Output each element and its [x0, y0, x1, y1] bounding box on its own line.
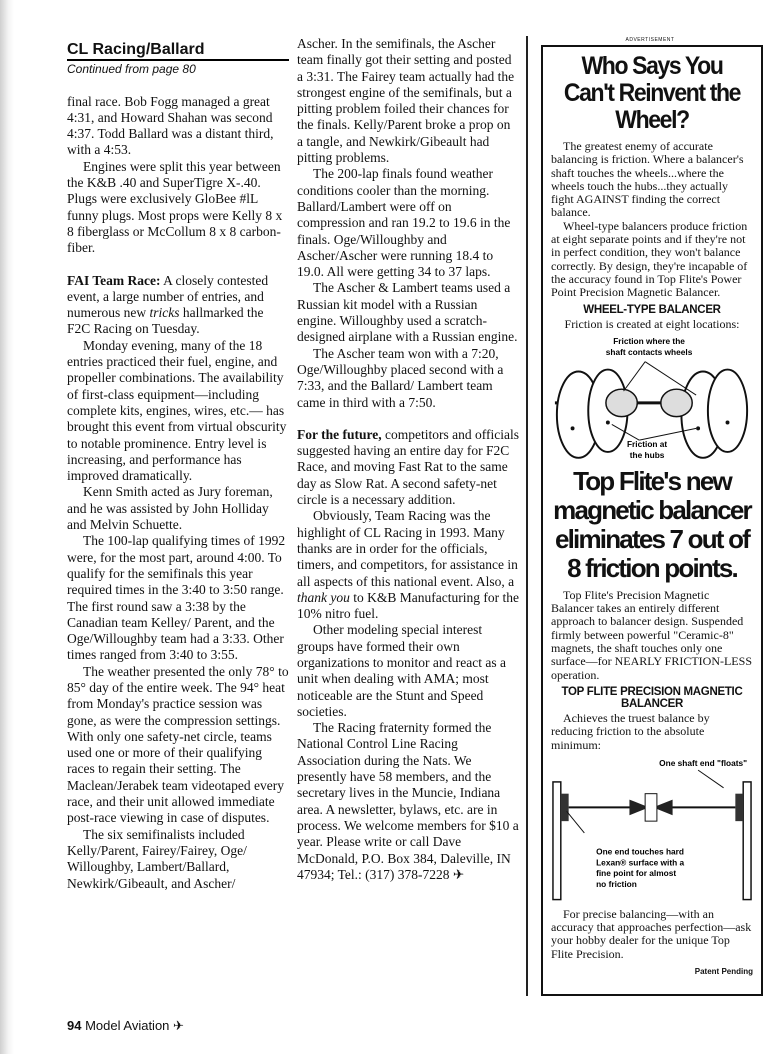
- ad-body-3: [551, 908, 753, 961]
- paragraph: The Racing fraternity formed the National Control Line Racing Association during the Nats. We presently have 58 members, and the secretary lives in the Muncie, Indiana area. A newsletter, bylaws, etc. are in process. We welcome members for $10 a year. Please write or call Dave McDonald, P.O. Box 384, Daleville, IN 47934; Tel.: (317) 378-7228 ✈: [297, 720, 519, 882]
- paragraph: The weather presented the only 78° to 85° day of the entire week. The 94° heat from Monday's practice session was gone, as were the compression settings. With only one safety-net circle, teams used one or more of their qualifying races to regain their setting. The Maclean/Jerabek team videotaped every race, and their unit allowed immediate post-race viewing in case of disputes.: [67, 663, 289, 826]
- ad-subhead-wheel: WHEEL-TYPE BALANCER: [583, 303, 721, 316]
- ad-body-2: [551, 589, 753, 682]
- fai-paragraph: [67, 273, 289, 338]
- right-magnet-post: [743, 782, 751, 900]
- page-footer: [67, 1018, 184, 1034]
- racing-text: Obviously, Team Racing was the highlight of CL Racing in 1993. Many thanks are in order for the officials, timers, and competitors, for assistance in all aspects of this national event. Also, a: [297, 508, 518, 589]
- paragraph: Kenn Smith acted as Jury foreman, and he was assisted by John Holliday and Melvin Schuette.: [67, 484, 273, 533]
- ad-subhead-wheel-text: Friction is created at eight locations:: [564, 316, 740, 331]
- ad-subhead-magnetic-text: [551, 712, 753, 752]
- paragraph: The 100-lap qualifying times of 1992 were, for the most part, around 4:00. To qualify for the semifinals this year required times in the 3:40 to 3:50 range. The first round saw a 3:38 by the Canadian team Kelley/ Parent, and the Oge/Willoughby team had a 3:33. Other times ranged from 3:40 to 3:55.: [67, 533, 286, 663]
- left-magnet-post: [553, 782, 561, 900]
- page-edge-shadow: [0, 0, 14, 1054]
- ad-headline: Who Says You Can't Reinvent the Wheel?: [563, 52, 741, 134]
- future-text: competitors and officials suggested having an entire day for F2C Race, and moving Fast Rat to the same day as Slow Rat. A second safety-net circle is a necessary addition.: [297, 426, 519, 508]
- fai-text: A closely contested event, a large number of entries, and numerous new: [67, 272, 269, 321]
- wheel-balancer-diagram: [551, 333, 753, 463]
- paragraph: Engines were split this year between the K&B .40 and SuperTigre X-.40. Plugs were exclusively GloBee #lL funny plugs. Most props were Kelly 8 x 8 fiberglass or McCollum 8 x 8 carbon- fiber.: [67, 158, 283, 256]
- page-number: 94: [67, 1018, 82, 1033]
- diagram-label-bottom-b: the hubs: [629, 449, 665, 460]
- future-lead: For the future,: [297, 426, 382, 442]
- paragraph: final race. Bob Fogg managed a great 4:31, and Howard Shahan was second 4:37. Todd Ballard was a distant third, with a 4:53.: [67, 93, 274, 158]
- paragraph: The six semifinalists included Kelly/Parent, Fairey/Fairey, Oge/ Willoughby, Lambert/Ballard, Newkirk/Gibeault, and Ascher/: [67, 826, 247, 891]
- diagram2-label-bottom-d: no friction: [596, 878, 637, 889]
- article-header-continued: Continued from page 80: [67, 62, 196, 77]
- paragraph: The Ascher team won with a 7:20, Oge/Willoughby placed second with a 7:33, and the Ballard/ Lambert team came in third with a 7:50.: [297, 345, 504, 410]
- column-2-paragraphs: [297, 36, 519, 411]
- column-divider: [526, 36, 528, 996]
- diagram2-label-bottom-b: Lexan® surface with a: [596, 857, 685, 868]
- magnetic-balancer-diagram: [551, 754, 753, 902]
- ad-body-1: [551, 140, 753, 300]
- article-column-1: [67, 36, 289, 892]
- diagram2-label-bottom-a: One end touches hard: [596, 846, 685, 857]
- diagram2-label-bottom-c: fine point for almost: [596, 867, 677, 878]
- plane-icon: ✈: [173, 1018, 184, 1033]
- rotor-left: [606, 389, 637, 416]
- advertisement-label: ADVERTISEMENT: [625, 37, 675, 43]
- diagram-label-top-a: Friction where the: [613, 335, 685, 346]
- fai-emphasis: tricks: [149, 305, 180, 321]
- rotor-right: [661, 389, 692, 416]
- column-1-paragraphs-b: [67, 338, 289, 892]
- paragraph: Ascher. In the semifinals, the Ascher team finally got their setting and posted a 3:31. The Fairey team actually had the strongest engine of the semifinals, but a pitting problem foiled their chances for the finals. Kelly/Parent broke a prop on a tangle, and Newkirk/Gibeault had pitting problems.: [297, 36, 515, 166]
- fai-lead: FAI Team Race:: [67, 272, 161, 288]
- ad-paragraph-1: The greatest enemy of accurate balancing is friction. Where a balancer's shaft touches the wheels...where the wheels touch the hubs...they actually fight AGAINST finding the correct balance.: [551, 139, 744, 220]
- ad-paragraph-3: Top Flite's Precision Magnetic Balancer takes an entirely different approach to balancer design. Suspended firmly between powerful "Ceramic-8" magnets, the shaft touches only one surface—for NEARLY FRICTION-LESS operation.: [551, 587, 752, 682]
- ad-magnetic-text: Achieves the truest balance by reducing friction to the absolute minimum:: [551, 710, 710, 752]
- magazine-name: Model Aviation: [85, 1018, 170, 1033]
- article-header-title: CL Racing/Ballard: [67, 42, 289, 61]
- patent-pending: Patent Pending: [694, 967, 753, 977]
- paragraph: Monday evening, many of the 18 entries practiced their fuel, engine, and propeller combinations. The availability of first-class equipment—including complete kits, engines, wires, etc.— has brought this event from virtual obscurity to notable prominence. Entry level is increasing, and performance has improved dramatically.: [67, 337, 287, 484]
- left-magnet: [561, 794, 569, 821]
- advertisement-box: [541, 45, 763, 996]
- ad-big-headline: Top Flite's new magnetic balancer eliminates 7 out of 8 friction points.: [553, 465, 751, 583]
- diagram-label-bottom-a: Friction at: [626, 438, 668, 449]
- paragraph: The 200-lap finals found weather conditions cooler than the morning. Ballard/Lambert were off on compression and ran 19.2 to 19.6 in the finals. Oge/Willoughby and Ascher/Ascher were running 18.4 to 19.0. All were getting 34 to 37 laps.: [297, 166, 511, 280]
- racing-paragraph: [297, 508, 519, 622]
- ad-paragraph-2: Wheel-type balancers produce friction at eight separate points and if they're not in perfect condition, they won't balance correctly. By design, they're incapable of the accuracy found in Top Flite's Power Point Precision Magnetic Balancer.: [551, 218, 748, 300]
- ad-subhead-magnetic: TOP FLITE PRECISION MAGNETIC BALANCER: [561, 685, 743, 710]
- future-paragraph: [297, 427, 519, 508]
- fai-text-end: hallmarked the F2C Racing on Tuesday.: [67, 305, 264, 337]
- racing-text-end: to K&B Manufacturing for the 10% nitro fuel.: [297, 589, 519, 622]
- article-column-2: [297, 36, 519, 883]
- paragraph: The Ascher & Lambert teams used a Russian kit model with a Russian engine. Willoughby used a scratch-designed airplane with a Russian engine.: [297, 280, 518, 345]
- diagram2-label-top: One shaft end "floats": [659, 758, 748, 769]
- right-wheel-back: [708, 369, 747, 451]
- column-2-paragraphs-b: [297, 622, 519, 883]
- diagram-label-top-b: shaft contacts wheels: [605, 346, 693, 357]
- column-1-paragraphs: [67, 94, 289, 257]
- ad-paragraph-4: For precise balancing—with an accuracy that approaches perfection—ask your hobby dealer for the unique Top Flite Precision.: [551, 906, 752, 961]
- paragraph: Other modeling special interest groups have formed their own organizations to monitor and react as a unit when dealing with AMA; most noticeable are the Stunt and Speed societies.: [297, 622, 506, 719]
- racing-emphasis: thank you: [297, 589, 350, 605]
- right-magnet: [735, 794, 743, 821]
